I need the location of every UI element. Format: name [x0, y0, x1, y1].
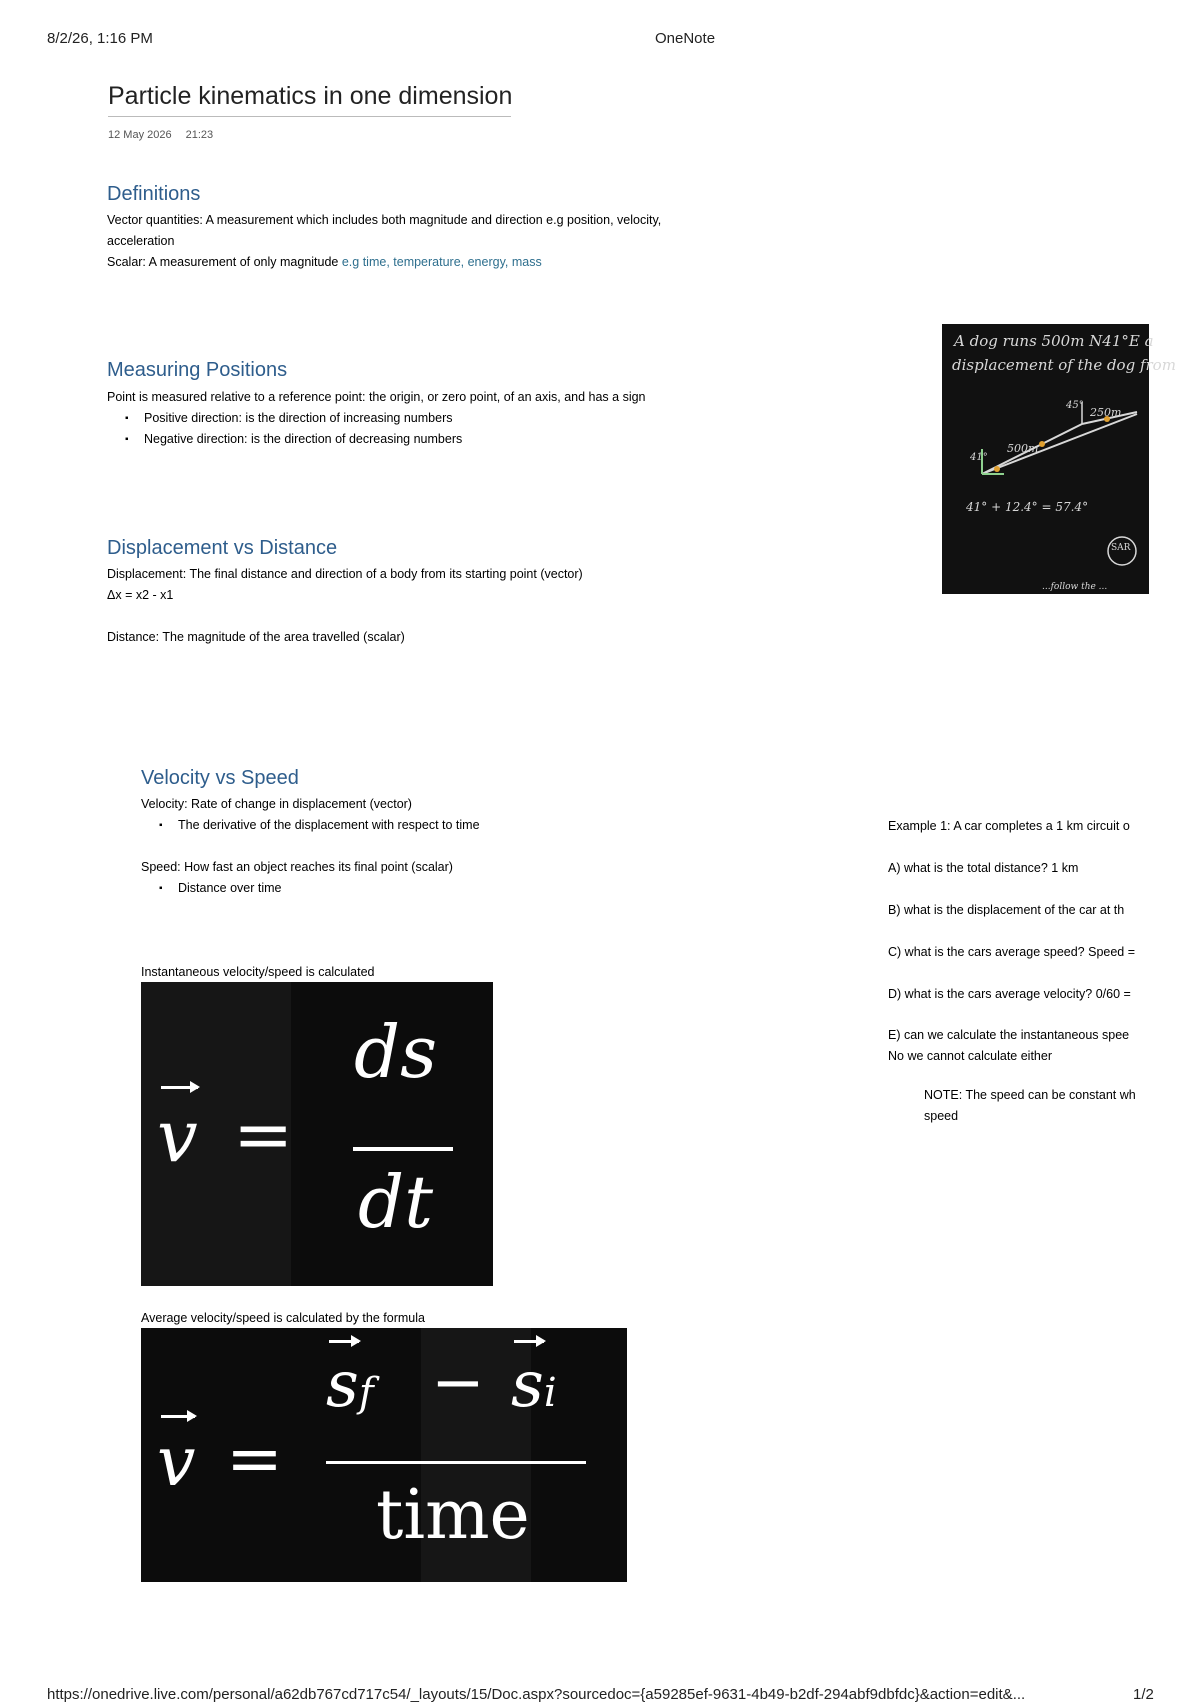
- list-item: ▪ Distance over time: [141, 878, 480, 899]
- print-app-name: OneNote: [655, 30, 716, 47]
- example-question-c: C) what is the cars average speed? Speed =: [888, 945, 1136, 959]
- vector-definition-line2: acceleration: [107, 234, 175, 248]
- sketch-text-line2: displacement of the dog from: [952, 356, 1176, 374]
- average-velocity-formula-image[interactable]: [141, 1328, 627, 1582]
- example-answer-e: No we cannot calculate either: [888, 1049, 1052, 1063]
- formula2-denominator: time: [376, 1476, 530, 1555]
- formula2-fraction-bar: [326, 1461, 586, 1464]
- formula2-equals: =: [226, 1420, 283, 1499]
- formula1-fraction-bar: [353, 1147, 453, 1151]
- vector-definition-line1: Vector quantities: A measurement which includes both magnitude and direction e.g position, velocity,: [107, 213, 662, 227]
- formula2-term-initial: [511, 1348, 557, 1422]
- velocity-bullet-list: [141, 815, 480, 836]
- formula1-denominator: dt: [358, 1160, 434, 1244]
- formula2-s-initial: s: [511, 1348, 544, 1422]
- measuring-body: [107, 387, 646, 450]
- speed-definition: Speed: How fast an object reaches its final point (scalar): [141, 860, 453, 874]
- sketch-text-line1: A dog runs 500m N41°E a: [954, 332, 1154, 350]
- average-caption: Average velocity/speed is calculated by the formula: [141, 1311, 425, 1325]
- example-question-b: B) what is the displacement of the car at th: [888, 903, 1125, 917]
- formula2-lhs-var: v: [157, 1423, 196, 1502]
- instantaneous-velocity-formula-image[interactable]: [141, 982, 493, 1286]
- distance-definition: Distance: The magnitude of the area travelled (scalar): [107, 630, 405, 644]
- example-intro: Example 1: A car completes a 1 km circuit o: [888, 819, 1130, 833]
- displacement-definition: Displacement: The final distance and direction of a body from its starting point (vector): [107, 567, 583, 581]
- measuring-bullet-list: [107, 408, 646, 450]
- definitions-heading: Definitions: [107, 183, 201, 205]
- formula2-subscript-f: f: [358, 1370, 374, 1416]
- example-column: [888, 816, 1150, 1127]
- page-title[interactable]: Particle kinematics in one dimension: [108, 82, 511, 117]
- velocity-heading: Velocity vs Speed: [141, 767, 299, 789]
- formula1-numerator: ds: [354, 1010, 438, 1094]
- displacement-heading: Displacement vs Distance: [107, 537, 338, 559]
- sketch-label-41: 41°: [970, 452, 988, 463]
- sketch-label-45: 45°: [1066, 400, 1084, 411]
- example-note-line2: speed: [924, 1109, 959, 1123]
- list-item: ▪ The derivative of the displacement with respect to time: [141, 815, 480, 836]
- print-footer-url: https://onedrive.live.com/personal/a62db767cd717c54/_layouts/15/Doc.aspx?sourcedoc={a59285ef-9631-4b49-b2df-294abf9dbfdc}&action=edit&...: [47, 1686, 1026, 1703]
- scalar-examples: e.g time, temperature, energy, mass: [341, 255, 542, 269]
- print-datetime: 8/2/26, 1:16 PM: [47, 30, 153, 47]
- dog-displacement-sketch-image[interactable]: [942, 324, 1176, 594]
- instantaneous-caption: Instantaneous velocity/speed is calculated: [141, 965, 375, 979]
- scalar-definition: [107, 252, 661, 273]
- definitions-body: [107, 210, 661, 273]
- page-time: 21:23: [185, 129, 214, 141]
- velocity-body: [141, 794, 480, 899]
- formula2-minus: −: [431, 1346, 485, 1420]
- displacement-body: [107, 564, 583, 648]
- formula2-subscript-i: i: [543, 1370, 557, 1416]
- formula2-s-final: s: [326, 1348, 359, 1422]
- formula1-lhs: [157, 1094, 198, 1178]
- scalar-definition-text: Scalar: A measurement of only magnitude: [107, 255, 342, 269]
- example-note-line1: NOTE: The speed can be constant wh: [924, 1088, 1136, 1102]
- formula1-lhs-var: v: [157, 1094, 198, 1178]
- formula2-lhs: [157, 1423, 195, 1502]
- formula2-term-final: [326, 1348, 374, 1422]
- speed-bullet-list: [141, 878, 480, 899]
- measuring-heading: Measuring Positions: [107, 359, 288, 381]
- sketch-bottom-note: ...follow the ...: [1042, 582, 1108, 592]
- list-item: ▪ Positive direction: is the direction of increasing numbers: [107, 408, 646, 429]
- example-question-d: D) what is the cars average velocity? 0/60 =: [888, 987, 1131, 1001]
- page-timestamp: [108, 129, 213, 141]
- velocity-definition: Velocity: Rate of change in displacement (vector): [141, 797, 412, 811]
- sketch-label-500m: 500m: [1007, 442, 1039, 455]
- sketch-circled-note: SAR: [1111, 543, 1131, 553]
- formula1-equals: =: [233, 1092, 294, 1176]
- list-item: ▪ Negative direction: is the direction of decreasing numbers: [107, 429, 646, 450]
- page-date: 12 May 2026: [108, 129, 172, 141]
- example-question-e: E) can we calculate the instantaneous spee: [888, 1028, 1130, 1042]
- example-question-a: A) what is the total distance? 1 km: [888, 861, 1079, 875]
- print-page-number: 1/2: [1133, 1686, 1154, 1703]
- sketch-label-250m: 250m: [1090, 406, 1122, 419]
- sketch-calculation: 41° + 12.4° = 57.4°: [966, 500, 1089, 514]
- measuring-intro: Point is measured relative to a reference point: the origin, or zero point, of an axis, and has a sign: [107, 390, 646, 404]
- displacement-formula: Δx = x2 - x1: [107, 588, 174, 602]
